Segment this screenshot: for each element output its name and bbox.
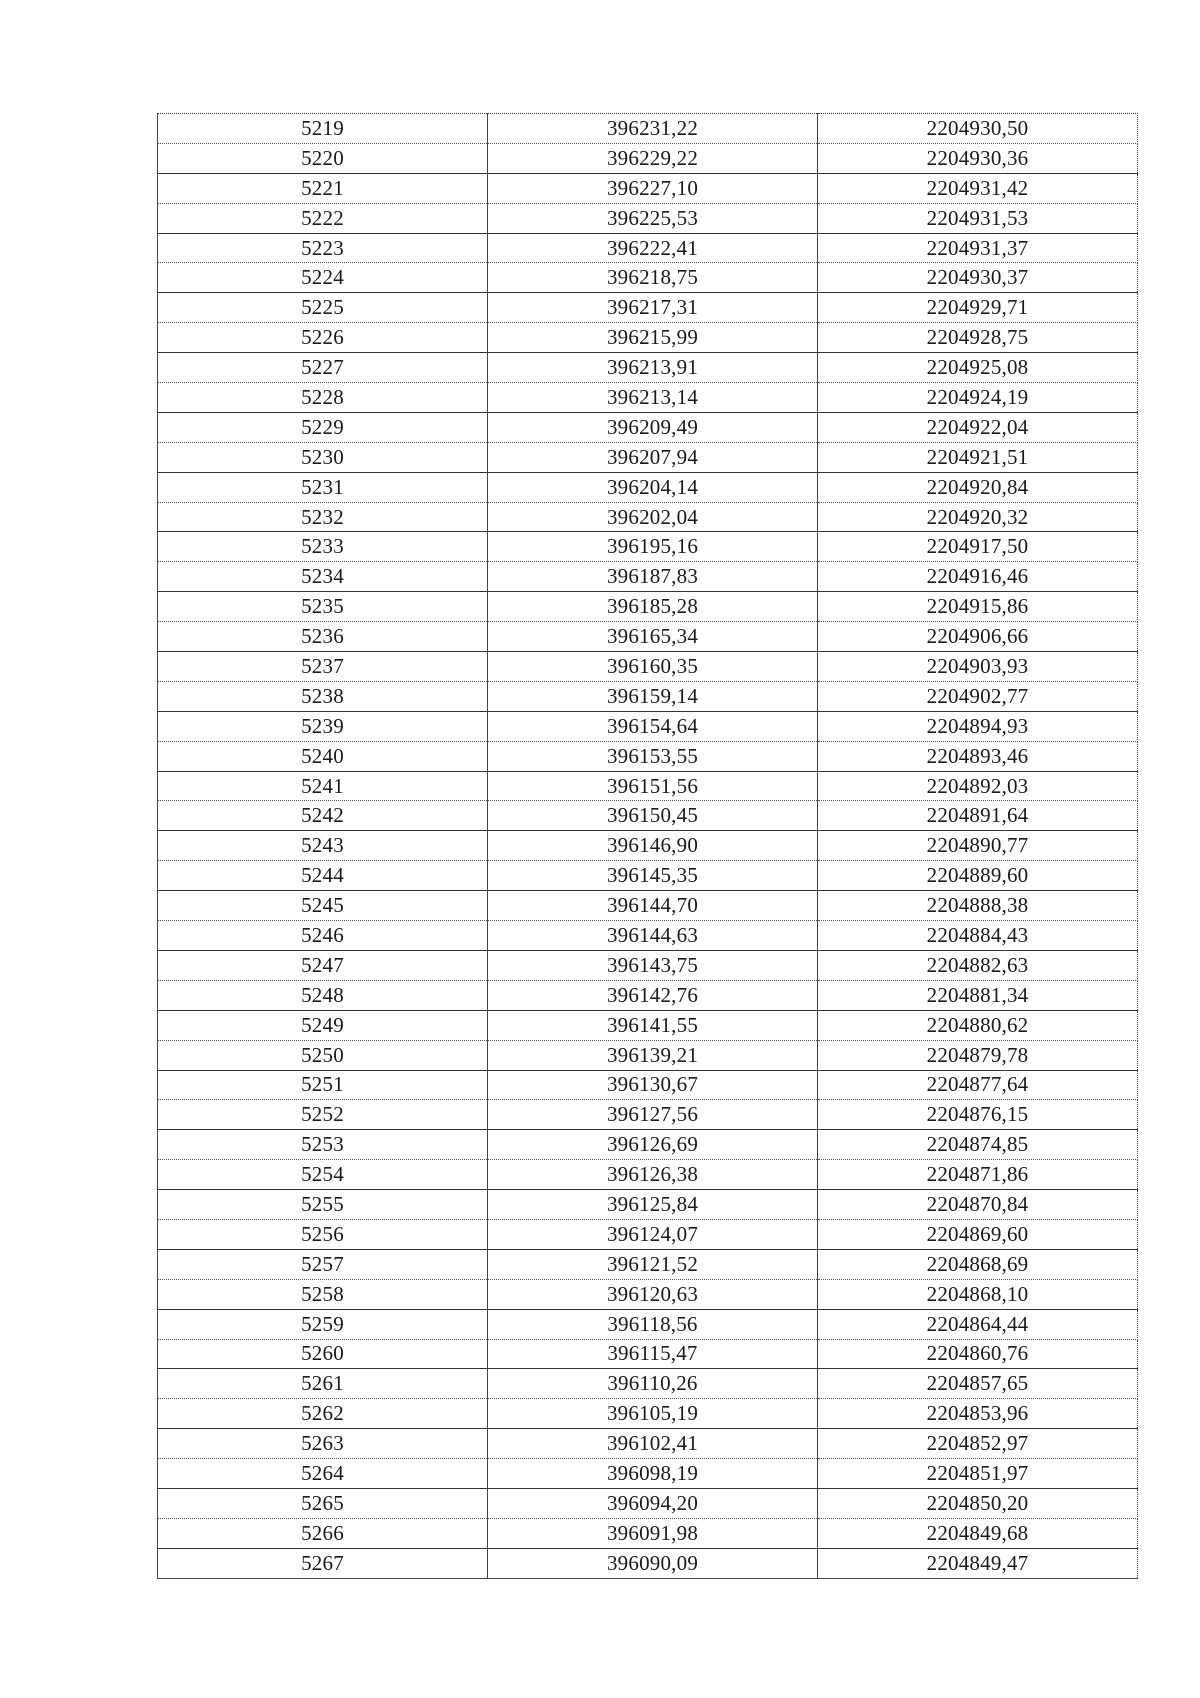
point-number-cell: 5262 bbox=[158, 1399, 488, 1429]
point-number-cell: 5264 bbox=[158, 1459, 488, 1489]
x-coordinate-cell: 396154,64 bbox=[488, 711, 818, 741]
point-number-cell: 5261 bbox=[158, 1369, 488, 1399]
table-row bbox=[158, 1279, 1138, 1309]
y-coordinate-cell: 2204864,44 bbox=[818, 1309, 1138, 1339]
y-coordinate-cell: 2204888,38 bbox=[818, 891, 1138, 921]
table-row bbox=[158, 323, 1138, 353]
table-row bbox=[158, 263, 1138, 293]
table-row bbox=[158, 383, 1138, 413]
y-coordinate-cell: 2204853,96 bbox=[818, 1399, 1138, 1429]
x-coordinate-cell: 396218,75 bbox=[488, 263, 818, 293]
x-coordinate-cell: 396217,31 bbox=[488, 293, 818, 323]
point-number-cell: 5259 bbox=[158, 1309, 488, 1339]
point-number-cell: 5228 bbox=[158, 383, 488, 413]
table-row bbox=[158, 1040, 1138, 1070]
table-row bbox=[158, 203, 1138, 233]
point-number-cell: 5234 bbox=[158, 562, 488, 592]
y-coordinate-cell: 2204929,71 bbox=[818, 293, 1138, 323]
x-coordinate-cell: 396215,99 bbox=[488, 323, 818, 353]
point-number-cell: 5227 bbox=[158, 353, 488, 383]
y-coordinate-cell: 2204922,04 bbox=[818, 412, 1138, 442]
x-coordinate-cell: 396150,45 bbox=[488, 801, 818, 831]
x-coordinate-cell: 396207,94 bbox=[488, 442, 818, 472]
point-number-cell: 5246 bbox=[158, 921, 488, 951]
x-coordinate-cell: 396094,20 bbox=[488, 1488, 818, 1518]
y-coordinate-cell: 2204930,37 bbox=[818, 263, 1138, 293]
y-coordinate-cell: 2204880,62 bbox=[818, 1010, 1138, 1040]
point-number-cell: 5229 bbox=[158, 412, 488, 442]
y-coordinate-cell: 2204877,64 bbox=[818, 1070, 1138, 1100]
point-number-cell: 5258 bbox=[158, 1279, 488, 1309]
point-number-cell: 5232 bbox=[158, 502, 488, 532]
x-coordinate-cell: 396146,90 bbox=[488, 831, 818, 861]
y-coordinate-cell: 2204884,43 bbox=[818, 921, 1138, 951]
x-coordinate-cell: 396187,83 bbox=[488, 562, 818, 592]
x-coordinate-cell: 396126,69 bbox=[488, 1130, 818, 1160]
table-row bbox=[158, 861, 1138, 891]
y-coordinate-cell: 2204903,93 bbox=[818, 652, 1138, 682]
point-number-cell: 5231 bbox=[158, 472, 488, 502]
y-coordinate-cell: 2204893,46 bbox=[818, 741, 1138, 771]
point-number-cell: 5233 bbox=[158, 532, 488, 562]
y-coordinate-cell: 2204871,86 bbox=[818, 1160, 1138, 1190]
y-coordinate-cell: 2204916,46 bbox=[818, 562, 1138, 592]
table-row bbox=[158, 1219, 1138, 1249]
table-row bbox=[158, 412, 1138, 442]
table-row bbox=[158, 1160, 1138, 1190]
y-coordinate-cell: 2204882,63 bbox=[818, 950, 1138, 980]
point-number-cell: 5241 bbox=[158, 771, 488, 801]
y-coordinate-cell: 2204924,19 bbox=[818, 383, 1138, 413]
table-row bbox=[158, 293, 1138, 323]
y-coordinate-cell: 2204920,32 bbox=[818, 502, 1138, 532]
table-row bbox=[158, 233, 1138, 263]
y-coordinate-cell: 2204891,64 bbox=[818, 801, 1138, 831]
x-coordinate-cell: 396144,63 bbox=[488, 921, 818, 951]
point-number-cell: 5248 bbox=[158, 980, 488, 1010]
point-number-cell: 5266 bbox=[158, 1518, 488, 1548]
table-row bbox=[158, 1309, 1138, 1339]
table-row bbox=[158, 472, 1138, 502]
x-coordinate-cell: 396139,21 bbox=[488, 1040, 818, 1070]
y-coordinate-cell: 2204902,77 bbox=[818, 681, 1138, 711]
y-coordinate-cell: 2204868,69 bbox=[818, 1249, 1138, 1279]
x-coordinate-cell: 396213,14 bbox=[488, 383, 818, 413]
x-coordinate-cell: 396141,55 bbox=[488, 1010, 818, 1040]
table-row bbox=[158, 532, 1138, 562]
table-row bbox=[158, 652, 1138, 682]
y-coordinate-cell: 2204849,68 bbox=[818, 1518, 1138, 1548]
x-coordinate-cell: 396213,91 bbox=[488, 353, 818, 383]
x-coordinate-cell: 396222,41 bbox=[488, 233, 818, 263]
point-number-cell: 5249 bbox=[158, 1010, 488, 1040]
table-row bbox=[158, 1399, 1138, 1429]
table-row bbox=[158, 114, 1138, 144]
x-coordinate-cell: 396120,63 bbox=[488, 1279, 818, 1309]
x-coordinate-cell: 396195,16 bbox=[488, 532, 818, 562]
table-row bbox=[158, 1339, 1138, 1369]
table-row bbox=[158, 681, 1138, 711]
x-coordinate-cell: 396142,76 bbox=[488, 980, 818, 1010]
table-row bbox=[158, 562, 1138, 592]
point-number-cell: 5221 bbox=[158, 173, 488, 203]
x-coordinate-cell: 396098,19 bbox=[488, 1459, 818, 1489]
x-coordinate-cell: 396185,28 bbox=[488, 592, 818, 622]
x-coordinate-cell: 396090,09 bbox=[488, 1548, 818, 1578]
x-coordinate-cell: 396118,56 bbox=[488, 1309, 818, 1339]
point-number-cell: 5263 bbox=[158, 1429, 488, 1459]
table-row bbox=[158, 173, 1138, 203]
y-coordinate-cell: 2204879,78 bbox=[818, 1040, 1138, 1070]
y-coordinate-cell: 2204851,97 bbox=[818, 1459, 1138, 1489]
y-coordinate-cell: 2204920,84 bbox=[818, 472, 1138, 502]
y-coordinate-cell: 2204881,34 bbox=[818, 980, 1138, 1010]
point-number-cell: 5237 bbox=[158, 652, 488, 682]
x-coordinate-cell: 396102,41 bbox=[488, 1429, 818, 1459]
y-coordinate-cell: 2204868,10 bbox=[818, 1279, 1138, 1309]
table-row bbox=[158, 1429, 1138, 1459]
y-coordinate-cell: 2204931,42 bbox=[818, 173, 1138, 203]
y-coordinate-cell: 2204931,53 bbox=[818, 203, 1138, 233]
table-row bbox=[158, 831, 1138, 861]
table-row bbox=[158, 353, 1138, 383]
x-coordinate-cell: 396125,84 bbox=[488, 1190, 818, 1220]
y-coordinate-cell: 2204869,60 bbox=[818, 1219, 1138, 1249]
x-coordinate-cell: 396159,14 bbox=[488, 681, 818, 711]
y-coordinate-cell: 2204857,65 bbox=[818, 1369, 1138, 1399]
point-number-cell: 5220 bbox=[158, 143, 488, 173]
x-coordinate-cell: 396144,70 bbox=[488, 891, 818, 921]
table-row bbox=[158, 711, 1138, 741]
point-number-cell: 5243 bbox=[158, 831, 488, 861]
x-coordinate-cell: 396126,38 bbox=[488, 1160, 818, 1190]
point-number-cell: 5219 bbox=[158, 114, 488, 144]
x-coordinate-cell: 396227,10 bbox=[488, 173, 818, 203]
table-row bbox=[158, 442, 1138, 472]
y-coordinate-cell: 2204931,37 bbox=[818, 233, 1138, 263]
point-number-cell: 5251 bbox=[158, 1070, 488, 1100]
table-row bbox=[158, 1190, 1138, 1220]
point-number-cell: 5242 bbox=[158, 801, 488, 831]
point-number-cell: 5223 bbox=[158, 233, 488, 263]
point-number-cell: 5267 bbox=[158, 1548, 488, 1578]
y-coordinate-cell: 2204928,75 bbox=[818, 323, 1138, 353]
point-number-cell: 5225 bbox=[158, 293, 488, 323]
point-number-cell: 5260 bbox=[158, 1339, 488, 1369]
point-number-cell: 5254 bbox=[158, 1160, 488, 1190]
point-number-cell: 5238 bbox=[158, 681, 488, 711]
x-coordinate-cell: 396225,53 bbox=[488, 203, 818, 233]
table-row bbox=[158, 1010, 1138, 1040]
y-coordinate-cell: 2204874,85 bbox=[818, 1130, 1138, 1160]
point-number-cell: 5247 bbox=[158, 950, 488, 980]
table-row bbox=[158, 1130, 1138, 1160]
point-number-cell: 5245 bbox=[158, 891, 488, 921]
point-number-cell: 5252 bbox=[158, 1100, 488, 1130]
point-number-cell: 5250 bbox=[158, 1040, 488, 1070]
x-coordinate-cell: 396153,55 bbox=[488, 741, 818, 771]
x-coordinate-cell: 396145,35 bbox=[488, 861, 818, 891]
x-coordinate-cell: 396231,22 bbox=[488, 114, 818, 144]
point-number-cell: 5240 bbox=[158, 741, 488, 771]
point-number-cell: 5236 bbox=[158, 622, 488, 652]
y-coordinate-cell: 2204890,77 bbox=[818, 831, 1138, 861]
table-row bbox=[158, 1249, 1138, 1279]
point-number-cell: 5222 bbox=[158, 203, 488, 233]
y-coordinate-cell: 2204849,47 bbox=[818, 1548, 1138, 1578]
y-coordinate-cell: 2204921,51 bbox=[818, 442, 1138, 472]
x-coordinate-cell: 396127,56 bbox=[488, 1100, 818, 1130]
y-coordinate-cell: 2204930,36 bbox=[818, 143, 1138, 173]
x-coordinate-cell: 396105,19 bbox=[488, 1399, 818, 1429]
x-coordinate-cell: 396130,67 bbox=[488, 1070, 818, 1100]
table-row bbox=[158, 1369, 1138, 1399]
x-coordinate-cell: 396209,49 bbox=[488, 412, 818, 442]
y-coordinate-cell: 2204930,50 bbox=[818, 114, 1138, 144]
y-coordinate-cell: 2204870,84 bbox=[818, 1190, 1138, 1220]
y-coordinate-cell: 2204850,20 bbox=[818, 1488, 1138, 1518]
table-row bbox=[158, 771, 1138, 801]
table-row bbox=[158, 1548, 1138, 1578]
x-coordinate-cell: 396204,14 bbox=[488, 472, 818, 502]
coordinates-table bbox=[157, 113, 1138, 1579]
y-coordinate-cell: 2204917,50 bbox=[818, 532, 1138, 562]
x-coordinate-cell: 396115,47 bbox=[488, 1339, 818, 1369]
y-coordinate-cell: 2204894,93 bbox=[818, 711, 1138, 741]
x-coordinate-cell: 396110,26 bbox=[488, 1369, 818, 1399]
x-coordinate-cell: 396151,56 bbox=[488, 771, 818, 801]
table-row bbox=[158, 1518, 1138, 1548]
y-coordinate-cell: 2204889,60 bbox=[818, 861, 1138, 891]
point-number-cell: 5255 bbox=[158, 1190, 488, 1220]
x-coordinate-cell: 396121,52 bbox=[488, 1249, 818, 1279]
x-coordinate-cell: 396165,34 bbox=[488, 622, 818, 652]
x-coordinate-cell: 396143,75 bbox=[488, 950, 818, 980]
y-coordinate-cell: 2204876,15 bbox=[818, 1100, 1138, 1130]
table-row bbox=[158, 1488, 1138, 1518]
y-coordinate-cell: 2204906,66 bbox=[818, 622, 1138, 652]
y-coordinate-cell: 2204892,03 bbox=[818, 771, 1138, 801]
point-number-cell: 5230 bbox=[158, 442, 488, 472]
y-coordinate-cell: 2204925,08 bbox=[818, 353, 1138, 383]
point-number-cell: 5256 bbox=[158, 1219, 488, 1249]
table-row bbox=[158, 1459, 1138, 1489]
table-row bbox=[158, 592, 1138, 622]
y-coordinate-cell: 2204860,76 bbox=[818, 1339, 1138, 1369]
table-row bbox=[158, 891, 1138, 921]
table-row bbox=[158, 622, 1138, 652]
x-coordinate-cell: 396202,04 bbox=[488, 502, 818, 532]
point-number-cell: 5239 bbox=[158, 711, 488, 741]
table-row bbox=[158, 1070, 1138, 1100]
point-number-cell: 5224 bbox=[158, 263, 488, 293]
point-number-cell: 5235 bbox=[158, 592, 488, 622]
point-number-cell: 5226 bbox=[158, 323, 488, 353]
table-row bbox=[158, 741, 1138, 771]
table-row bbox=[158, 143, 1138, 173]
table-row bbox=[158, 921, 1138, 951]
y-coordinate-cell: 2204915,86 bbox=[818, 592, 1138, 622]
table-row bbox=[158, 801, 1138, 831]
table-row bbox=[158, 950, 1138, 980]
x-coordinate-cell: 396229,22 bbox=[488, 143, 818, 173]
x-coordinate-cell: 396091,98 bbox=[488, 1518, 818, 1548]
y-coordinate-cell: 2204852,97 bbox=[818, 1429, 1138, 1459]
table-row bbox=[158, 980, 1138, 1010]
point-number-cell: 5265 bbox=[158, 1488, 488, 1518]
table-row bbox=[158, 502, 1138, 532]
x-coordinate-cell: 396124,07 bbox=[488, 1219, 818, 1249]
point-number-cell: 5244 bbox=[158, 861, 488, 891]
point-number-cell: 5253 bbox=[158, 1130, 488, 1160]
coordinates-table-body bbox=[158, 114, 1138, 1579]
point-number-cell: 5257 bbox=[158, 1249, 488, 1279]
x-coordinate-cell: 396160,35 bbox=[488, 652, 818, 682]
table-row bbox=[158, 1100, 1138, 1130]
